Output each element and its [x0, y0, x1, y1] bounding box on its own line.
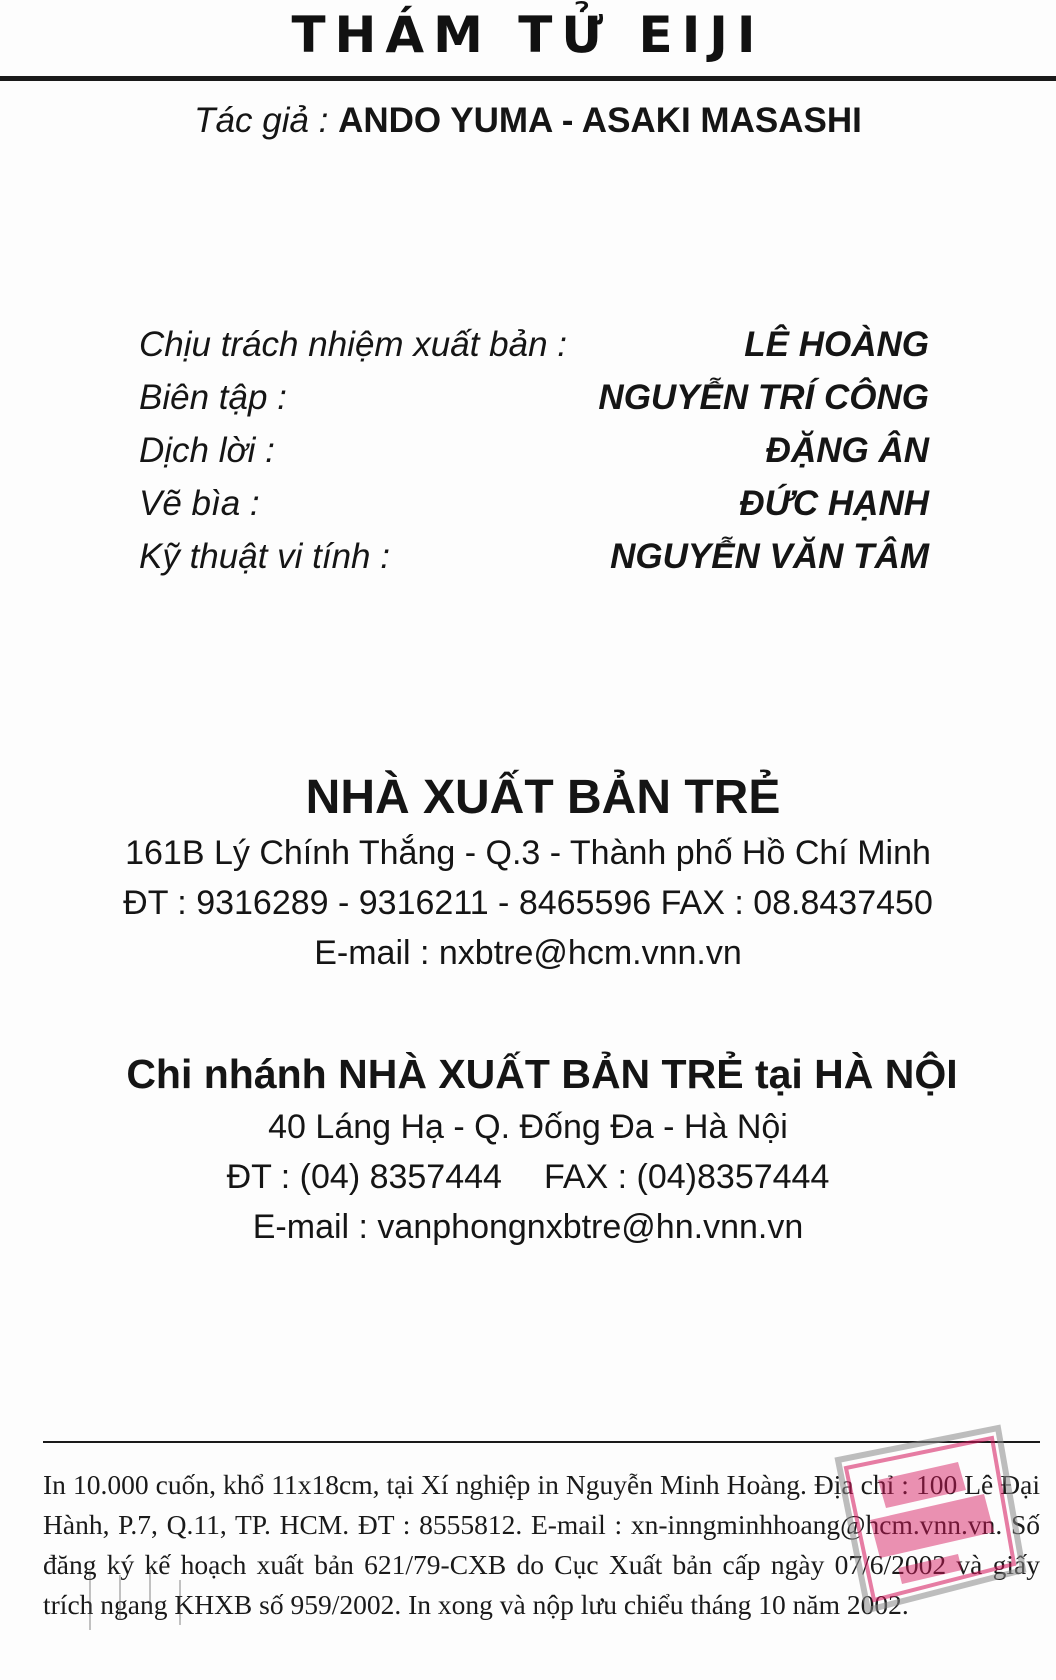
publisher-block	[0, 768, 1056, 978]
credit-role: Kỹ thuật vi tính :	[139, 537, 390, 576]
credit-row	[139, 477, 929, 530]
branch-contact	[0, 1152, 1056, 1202]
branch-address: 40 Láng Hạ - Q. Đống Đa - Hà Nội	[268, 1108, 788, 1146]
credit-person: NGUYỄN TRÍ CÔNG	[598, 378, 929, 417]
branch-fax: FAX : (04)8357444	[543, 1158, 830, 1196]
publisher-email: E-mail : nxbtre@hcm.vnn.vn	[314, 934, 742, 972]
credit-row	[139, 424, 929, 477]
author-label: Tác giả :	[194, 101, 339, 140]
credit-role: Biên tập :	[139, 378, 287, 417]
header-divider	[0, 76, 1056, 81]
publisher-phone: ĐT : 9316289 - 9316211 - 8465596 FAX : 08.8437450	[123, 884, 933, 922]
credit-role: Chịu trách nhiệm xuất bản :	[139, 325, 568, 364]
scan-group-logo-icon	[808, 1420, 1034, 1640]
branch-name: Chi nhánh NHÀ XUẤT BẢN TRẺ tại HÀ NỘI	[126, 1051, 958, 1097]
credit-row	[139, 371, 929, 424]
credit-person: LÊ HOÀNG	[744, 325, 929, 364]
credit-person: ĐỨC HẠNH	[739, 484, 929, 523]
scan-artifact	[80, 1570, 210, 1630]
publisher-address: 161B Lý Chính Thắng - Q.3 - Thành phố Hồ Chí Minh	[125, 834, 931, 872]
branch-block	[0, 1046, 1056, 1252]
imprint-text: In 10.000 cuốn, khổ 11x18cm, tại Xí nghiệp in Nguyễn Minh Hoàng. Địa chỉ : 100 Lê Đại Hành, P.7, Q.11, TP. HCM. ĐT : 8555812. E-mail : xn-inngminhhoang@hcm.vnn.vn. Số đăng ký kế hoạch xuất bản 621/79-CXB do Cục Xuất bản cấp ngày 07/6/2002 và giấy trích ngang KHXB số 959/2002. In xong và nộp lưu chiểu tháng 10 năm 2002.	[43, 1469, 1040, 1620]
branch-phone: ĐT : (04) 8357444	[226, 1158, 502, 1196]
credit-role: Vẽ bìa :	[139, 484, 260, 523]
publisher-name: NHÀ XUẤT BẢN TRẺ	[305, 771, 781, 824]
credits-list	[139, 318, 929, 583]
author-names: ANDO YUMA - ASAKI MASASHI	[338, 101, 862, 140]
credit-role: Dịch lời :	[139, 431, 275, 470]
book-title: THÁM TỬ EIJI	[291, 6, 765, 64]
author-line	[0, 100, 1056, 142]
branch-email: E-mail : vanphongnxbtre@hn.vnn.vn	[252, 1208, 804, 1246]
credit-row	[139, 530, 929, 583]
credit-row	[139, 318, 929, 371]
credit-person: ĐẶNG ÂN	[765, 431, 929, 470]
credit-person: NGUYỄN VĂN TÂM	[610, 537, 929, 576]
